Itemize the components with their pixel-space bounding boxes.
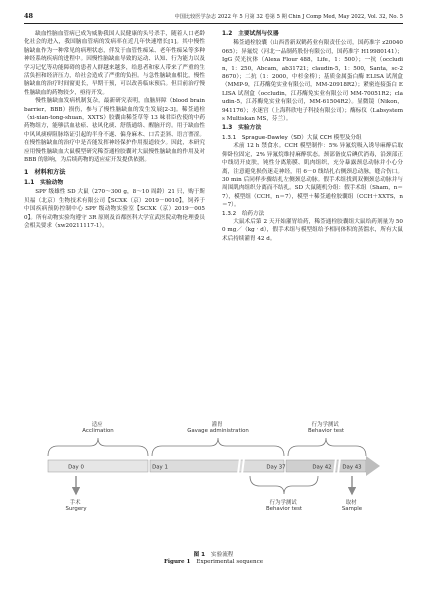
figure-title-zh: 实验流程: [211, 552, 234, 558]
label-surgery-zh: 手术: [69, 500, 81, 506]
label-acclimation: [82, 420, 113, 434]
page-header: [24, 12, 403, 22]
figure-title-en: Experimental sequence: [196, 559, 264, 565]
brace-behavior: [288, 438, 366, 456]
label-acclimation-en: Acclimation: [82, 428, 114, 434]
reagents-paragraph: 稀莶通栓胶囊（山西普新双鹤药业有限责任公司，国药准字 z20040065）；异氟烷（河北一品制药股份有限公司，国药准字 H19980141）；IgG 荧光抗体（Alexa Flour 488，Life，1：500）；一抗（occludin，1：250，Abcam，ab31721；claudin-5，1：500，Santa，sc-28670）；二抗（1：2000，中杉金桥）；基质金属蛋白酶 ELISA 试剂盒（MMP-9，江苏酶免实业有限公司，MM-20918R2）；紧密连接蛋白 ELISA 试剂盒（occludin，江苏酶免实业有限公司 MM-70051R2；claudin-5，江苏酶免实业有限公司，MM-61504R2）。显微镜（Nikon，941176）；水迷宫（上海科欣电子科技有限公司）；酶标仪（Labsystems Multiskan MS，芬兰）。: [222, 40, 403, 123]
brace-behavior-bottom: [250, 476, 318, 494]
method-paragraph-dosing: 大鼠术后第 2 天开始灌胃给药，稀莶通栓胶囊组大鼠给药剂量为 500 mg／（kg · d），假手术组与模型组给予相同体积的蒸馏水，所有大鼠术后持续灌胃 42 d。: [222, 218, 403, 242]
label-behavior-top-en: Behavior test: [307, 428, 345, 434]
subsection-heading-reagents: 1.2 主要试剂与仪器: [222, 31, 279, 37]
label-surgery: [65, 498, 87, 512]
section-heading-materials-methods: 1 材料和方法: [24, 168, 66, 176]
label-acclimation-zh: 适应: [91, 422, 103, 428]
timeline-diagram: [40, 418, 396, 538]
brace-gavage: [152, 438, 284, 456]
label-behavior-bottom-en: Behavior test: [265, 506, 303, 512]
left-column: [24, 30, 205, 230]
day-label-42: Day 42: [312, 464, 332, 471]
figure-experimental-sequence: [40, 418, 396, 538]
timeline-segment-1: [48, 460, 148, 472]
label-sample-en: Sample: [341, 506, 363, 512]
method-heading-dosing: 1.3.2 给药方法: [222, 210, 265, 217]
method-heading-model: 1.3.1 Sprague-Dawley（SD）大鼠 CCH 模型及分组: [222, 134, 362, 141]
label-surgery-en: Surgery: [65, 506, 87, 512]
brace-acclimation: [48, 438, 148, 456]
intro-paragraph-1: 缺血性脑血管病已成为威胁我国人民健康的头号杀手，随着人口老龄化社会的进入，我国脑血管病的发病率在近几年快速增长[1]。其中慢性脑缺血作为一种常见的病理状态，伴发于血管性痴呆、老年性痴呆等多种神经系统疾病的进程中。因慢性脑缺血导致的运动、认知、行为能力以及学习记忆等功能障碍的患者人群越来越多，给患者和家人带来了严重的生活负担和经济压力，给社会造成了严重的负担。与急性脑缺血相比，慢性脑缺血的治疗时间窗更长，早期干预，可以改善临床预后。但目前治疗慢性脑缺血的药物较少，亟待开发。: [24, 31, 205, 96]
right-column: [222, 30, 403, 243]
timeline-segment-2: [150, 460, 284, 472]
label-behavior-top-zh: 行为学测试: [311, 422, 339, 428]
day-label-1: Day 1: [152, 464, 168, 471]
day-label-0: Day 0: [68, 464, 84, 471]
animals-paragraph: SPF 级雄性 SD 大鼠（270～300 g，8～10 周龄）21 只，购于斯贝福（北京）生物技术有限公司【SCXK（京）2019－0010】，饲养于中国疾病预防控制中心 SPF 级动物实验室【SCXK（京）2019－0050】。所有动物实验均遵守 3R 原则及首都医科大学宣武医院动物伦理委员会相关要求（xw20211117-1）。: [24, 189, 205, 229]
timeline-arrowhead: [366, 456, 380, 476]
subsection-heading-animals: 1.1 实验动物: [24, 179, 64, 186]
label-sample: [342, 498, 363, 512]
header-rule: [24, 23, 403, 24]
journal-info: 中国比较医学杂志 2022 年 5 月第 32 卷第 5 期 Chin J Comp Med, May 2022, Vol. 32, No. 5: [174, 14, 403, 20]
figure-label-en: Figure 1: [163, 559, 191, 565]
label-sample-zh: 取材: [345, 500, 357, 506]
figure-label-zh: 图 1: [193, 552, 206, 558]
intro-paragraph-2: 慢性脑缺血发病机制复杂，最新研究表明，血脑屏障（blood brain barrier，BBB）损伤，参与了慢性脑缺血的发生发展[2-3]。稀莶通栓（xi-xian-tong-shuan，XXTS）胶囊由稀莶草等 13 味君臣佐使的中药药物组方，能够活血祛瘀、祛风化痰、舒筋通络、醒脑开窍。用于缺血性中风风痰痹阻脉络证引起的半身不遂、偏身麻木、口舌歪斜、语言謇涩。在慢性脑缺血的治疗中是否能发挥神经保护作用报道较少。因此，本研究应用慢性脑缺血大鼠模型研究稀莶通栓胶囊对大鼠慢性脑缺血的作用及对 BBB 的影响，为后续药物的适应症开发提供依据。: [24, 98, 205, 164]
label-behavior-bottom-zh: 行为学测试: [269, 500, 297, 506]
label-gavage-en: Gavage administration: [187, 428, 249, 434]
subsection-heading-methods: 1.3 实验方法: [222, 125, 262, 132]
day-label-37: Day 37: [266, 464, 286, 471]
figure-caption-zh: [0, 550, 427, 558]
method-paragraph-model: 术前 12 h 禁食水。CCH 模型制作：5% 异氟烷吸入诱导麻醉后取仰卧位固定，2% 异氟烷维持麻醉状态。颈部备皮后碘伏消毒，沿颈部正中线切开皮肤，钝性分离筋膜、肌肉组织，充分暴露颈总动脉并小心分离，注意避免损伤迷走神经，用 6－0 线结扎右侧颈总动脉，缝合伤口。30 min 后同样步骤结扎左侧颈总动脉。假手术组找到双侧颈总动脉并与周围肌肉组织分离而不结扎。SD 大鼠随机分组：假手术组（Sham，n＝7），模型组（CCH，n＝7），模型＋稀莶通栓胶囊组（CCH＋XXTS，n＝7）。: [222, 143, 403, 209]
label-behavior-top: [308, 420, 344, 434]
label-behavior-bottom: [266, 498, 302, 512]
label-gavage-zh: 灌胃: [211, 422, 223, 428]
page-number: 48: [24, 12, 34, 20]
day-label-43: Day 43: [342, 464, 362, 471]
figure-caption-en: [0, 559, 427, 565]
label-gavage: [187, 420, 249, 434]
